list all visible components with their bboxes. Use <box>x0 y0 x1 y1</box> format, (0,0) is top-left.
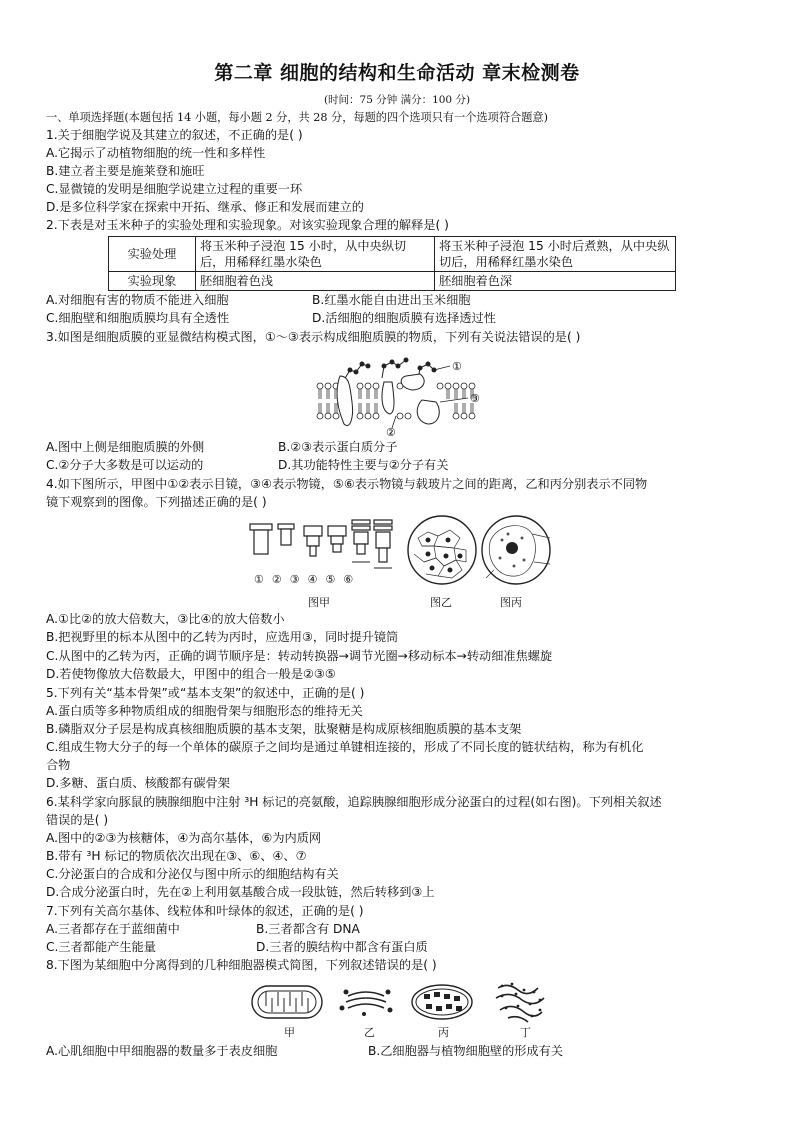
q8-option-b: B.乙细胞器与植物细胞壁的形成有关 <box>368 1044 564 1058</box>
q6-stem-line1: 6.某科学家向豚鼠的胰腺细胞中注射 ³H 标记的亮氨酸，追踪胰腺细胞形成分泌蛋白的过程(如右图)。下列相关叙述 <box>46 795 662 809</box>
q3-option-b: B.②③表示蛋白质分子 <box>278 440 398 454</box>
fig-yi-caption: 图乙 <box>430 596 452 609</box>
microscope-views-figure <box>404 512 554 590</box>
organelles-figure <box>246 978 556 1026</box>
lens-number: ① <box>254 573 272 586</box>
q2-option-c: C.细胞壁和细胞质膜均具有全透性 <box>46 311 230 325</box>
q8-stem: 8.下图为某细胞中分离得到的几种细胞器模式简图，下列叙述错误的是( ) <box>46 958 437 972</box>
q1-option-b: B.建立者主要是施莱登和施旺 <box>46 164 205 178</box>
q3-option-d: D.其功能特性主要与②分子有关 <box>278 458 449 472</box>
label-2: ② <box>386 426 396 439</box>
organelle-label-yi: 乙 <box>364 1026 375 1039</box>
q3-option-c: C.②分子大多数是可以运动的 <box>46 458 204 472</box>
q5-option-d: D.多糖、蛋白质、核酸都有碳骨架 <box>46 776 230 790</box>
q4-option-d: D.若使物像放大倍数最大，甲图中的组合一般是②③⑤ <box>46 667 336 681</box>
q4-option-b: B.把视野里的标本从图中的乙转为丙时，应选用③，同时提升镜筒 <box>46 630 399 644</box>
q8-option-a: A.心肌细胞中甲细胞器的数量多于表皮细胞 <box>46 1044 278 1058</box>
organelle-label-ding: 丁 <box>520 1026 531 1039</box>
q7-option-a: A.三者都存在于蓝细菌中 <box>46 922 180 936</box>
q4-lens-numbers <box>254 573 361 586</box>
table-cell: 胚细胞着色深 <box>435 272 676 291</box>
table-row-head: 实验处理 <box>109 237 196 272</box>
q5-option-a: A.蛋白质等多种物质组成的细胞骨架与细胞形态的维持无关 <box>46 704 363 718</box>
q6-option-c: C.分泌蛋白的合成和分泌仅与图中所示的细胞结构有关 <box>46 867 339 881</box>
table-row-head: 实验现象 <box>109 272 196 291</box>
label-1: ① <box>452 360 462 373</box>
q2-option-d: D.活细胞的细胞质膜有选择透过性 <box>312 311 496 325</box>
organelle-label-bing: 丙 <box>438 1026 449 1039</box>
lens-number: ② <box>271 573 290 586</box>
lens-number: ⑤ <box>325 573 344 586</box>
page-title: 第二章 细胞的结构和生命活动 章末检测卷 <box>214 62 580 84</box>
lens-number: ④ <box>307 573 326 586</box>
q4-stem-line1: 4.如下图所示，甲图中①②表示目镜，③④表示物镜，⑤⑥表示物镜与载玻片之间的距离，乙和丙分别表示不同物 <box>46 477 648 491</box>
fig-bing-caption: 图丙 <box>500 596 522 609</box>
q2-stem: 2.下表是对玉米种子的实验处理和实验现象。对该实验现象合理的解释是( ) <box>46 218 449 232</box>
q4-stem-line2: 镜下观察到的图像。下列描述正确的是( ) <box>46 495 267 509</box>
q3-stem: 3.如图是细胞质膜的亚显微结构模式图，①～③表示构成细胞质膜的物质，下列有关说法错误的是( ) <box>46 330 581 344</box>
label-3: ③ <box>470 392 480 405</box>
q2-option-b: B.红墨水能自由进出玉米细胞 <box>312 293 471 307</box>
q5-option-b: B.磷脂双分子层是构成真核细胞质膜的基本支架，肽聚糖是构成原核细胞质膜的基本支架 <box>46 722 522 736</box>
lens-number: ⑥ <box>343 573 362 586</box>
q7-option-c: C.三者都能产生能量 <box>46 940 156 954</box>
q3-option-a: A.图中上侧是细胞质膜的外侧 <box>46 440 205 454</box>
q6-stem-line2: 错误的是( ) <box>46 813 109 827</box>
q6-option-a: A.图中的②③为核糖体，④为高尔基体，⑥为内质网 <box>46 831 322 845</box>
membrane-diagram <box>300 352 500 440</box>
lens-number: ③ <box>289 573 308 586</box>
q1-option-a: A.它揭示了动植物细胞的统一性和多样性 <box>46 146 266 160</box>
q6-option-d: D.合成分泌蛋白时，先在②上利用氨基酸合成一段肽链，然后转移到③上 <box>46 885 435 899</box>
q7-stem: 7.下列有关高尔基体、线粒体和叶绿体的叙述，正确的是( ) <box>46 904 364 918</box>
table-cell: 胚细胞着色浅 <box>196 272 435 291</box>
q2-option-a: A.对细胞有害的物质不能进入细胞 <box>46 293 229 307</box>
q2-experiment-table <box>108 236 676 291</box>
section-heading: 一、单项选择题(本题包括 14 小题，每小题 2 分，共 28 分，每题的四个选项只有一个选项符合题意) <box>46 111 548 124</box>
table-cell: 将玉米种子浸泡 15 小时，从中央纵切后，用稀释红墨水染色 <box>196 237 435 272</box>
q5-option-c-line1: C.组成生物大分子的每一个单体的碳原子之间均是通过单键相连接的，形成了不同长度的链状结构，称为有机化 <box>46 740 644 754</box>
organelle-label-jia: 甲 <box>284 1026 295 1039</box>
q1-option-c: C.显微镜的发明是细胞学说建立过程的重要一环 <box>46 182 303 196</box>
q6-option-b: B.带有 ³H 标记的物质依次出现在③、⑥、④、⑦ <box>46 849 307 863</box>
q1-option-d: D.是多位科学家在探索中开拓、继承、修正和发展而建立的 <box>46 200 364 214</box>
q5-stem: 5.下列有关“基本骨架”或“基本支架”的叙述中，正确的是( ) <box>46 686 365 700</box>
fig-jia-caption: 图甲 <box>308 596 330 609</box>
q4-option-a: A.①比②的放大倍数大，③比④的放大倍数小 <box>46 612 285 626</box>
q7-option-b: B.三者都含有 DNA <box>256 922 360 936</box>
table-cell: 将玉米种子浸泡 15 小时后煮熟，从中央纵切后，用稀释红墨水染色 <box>435 237 676 272</box>
q1-stem: 1.关于细胞学说及其建立的叙述，不正确的是( ) <box>46 128 303 142</box>
q7-option-d: D.三者的膜结构中都含有蛋白质 <box>256 940 428 954</box>
q4-option-c: C.从图中的乙转为丙，正确的调节顺序是：转动转换器→调节光圈→移动标本→转动细准焦螺旋 <box>46 649 553 663</box>
q5-option-c-line2: 合物 <box>46 758 71 772</box>
exam-info: (时间：75 分钟 满分：100 分) <box>323 94 471 106</box>
